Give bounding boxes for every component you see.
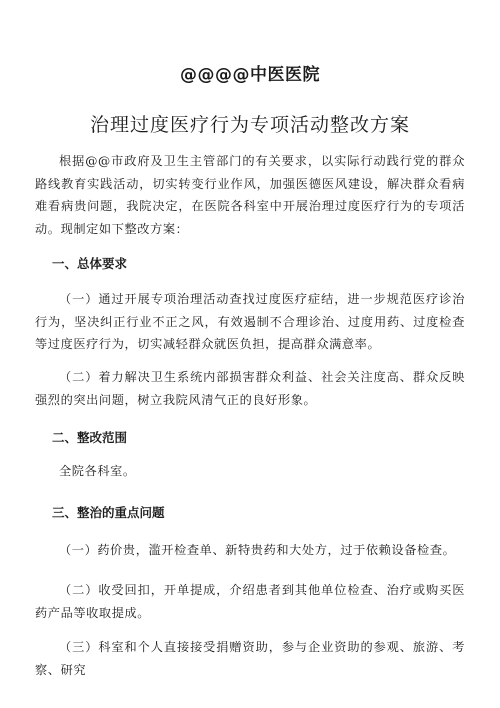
section-heading-general-requirements: 一、总体要求 — [52, 256, 128, 271]
intro-paragraph: 根据@@市政府及卫生主管部门的有关要求，以实际行动践行党的群众路线教育实践活动，切实转变行业作风，加强医德医风建设，解决群众看病难看病贵问题，我院决定，在医院各科室中开展治理过度医疗行为的专项活动。现制定如下整改方案： — [35, 154, 465, 236]
section-3-paragraph-2: （二）收受回扣，开单提成，介绍患者到其他单位检查、治疗或购买医药产品等收取提成。 — [35, 583, 465, 620]
section-heading-key-issues: 三、整治的重点问题 — [52, 505, 165, 520]
section-1-paragraph-2: （二）着力解决卫生系统内部损害群众利益、社会关注度高、群众反映强烈的突出问题，树立我院风清气正的良好形象。 — [35, 370, 465, 407]
section-1-paragraph-1: （一）通过开展专项治理活动查找过度医疗症结，进一步规范医疗诊治行为，坚决纠正行业不正之风，有效遏制不合理诊治、过度用药、过度检查等过度医疗行为，切实减轻群众就医负担，提高群众满意率。 — [35, 292, 465, 351]
section-3-paragraph-3: （三）科室和个人直接接受捐赠资助，参与企业资助的参观、旅游、考察、研究 — [35, 640, 465, 677]
section-heading-scope: 二、整改范围 — [52, 430, 128, 445]
document-title: 治理过度医疗行为专项活动整改方案 — [89, 114, 410, 136]
section-2-paragraph-1: 全院各科室。 — [59, 464, 136, 478]
section-3-paragraph-1: （一）药价贵，滥开检查单、新特贵药和大处方，过于依赖设备检查。 — [59, 543, 456, 557]
hospital-name: @@@@中医医院 — [180, 65, 320, 85]
